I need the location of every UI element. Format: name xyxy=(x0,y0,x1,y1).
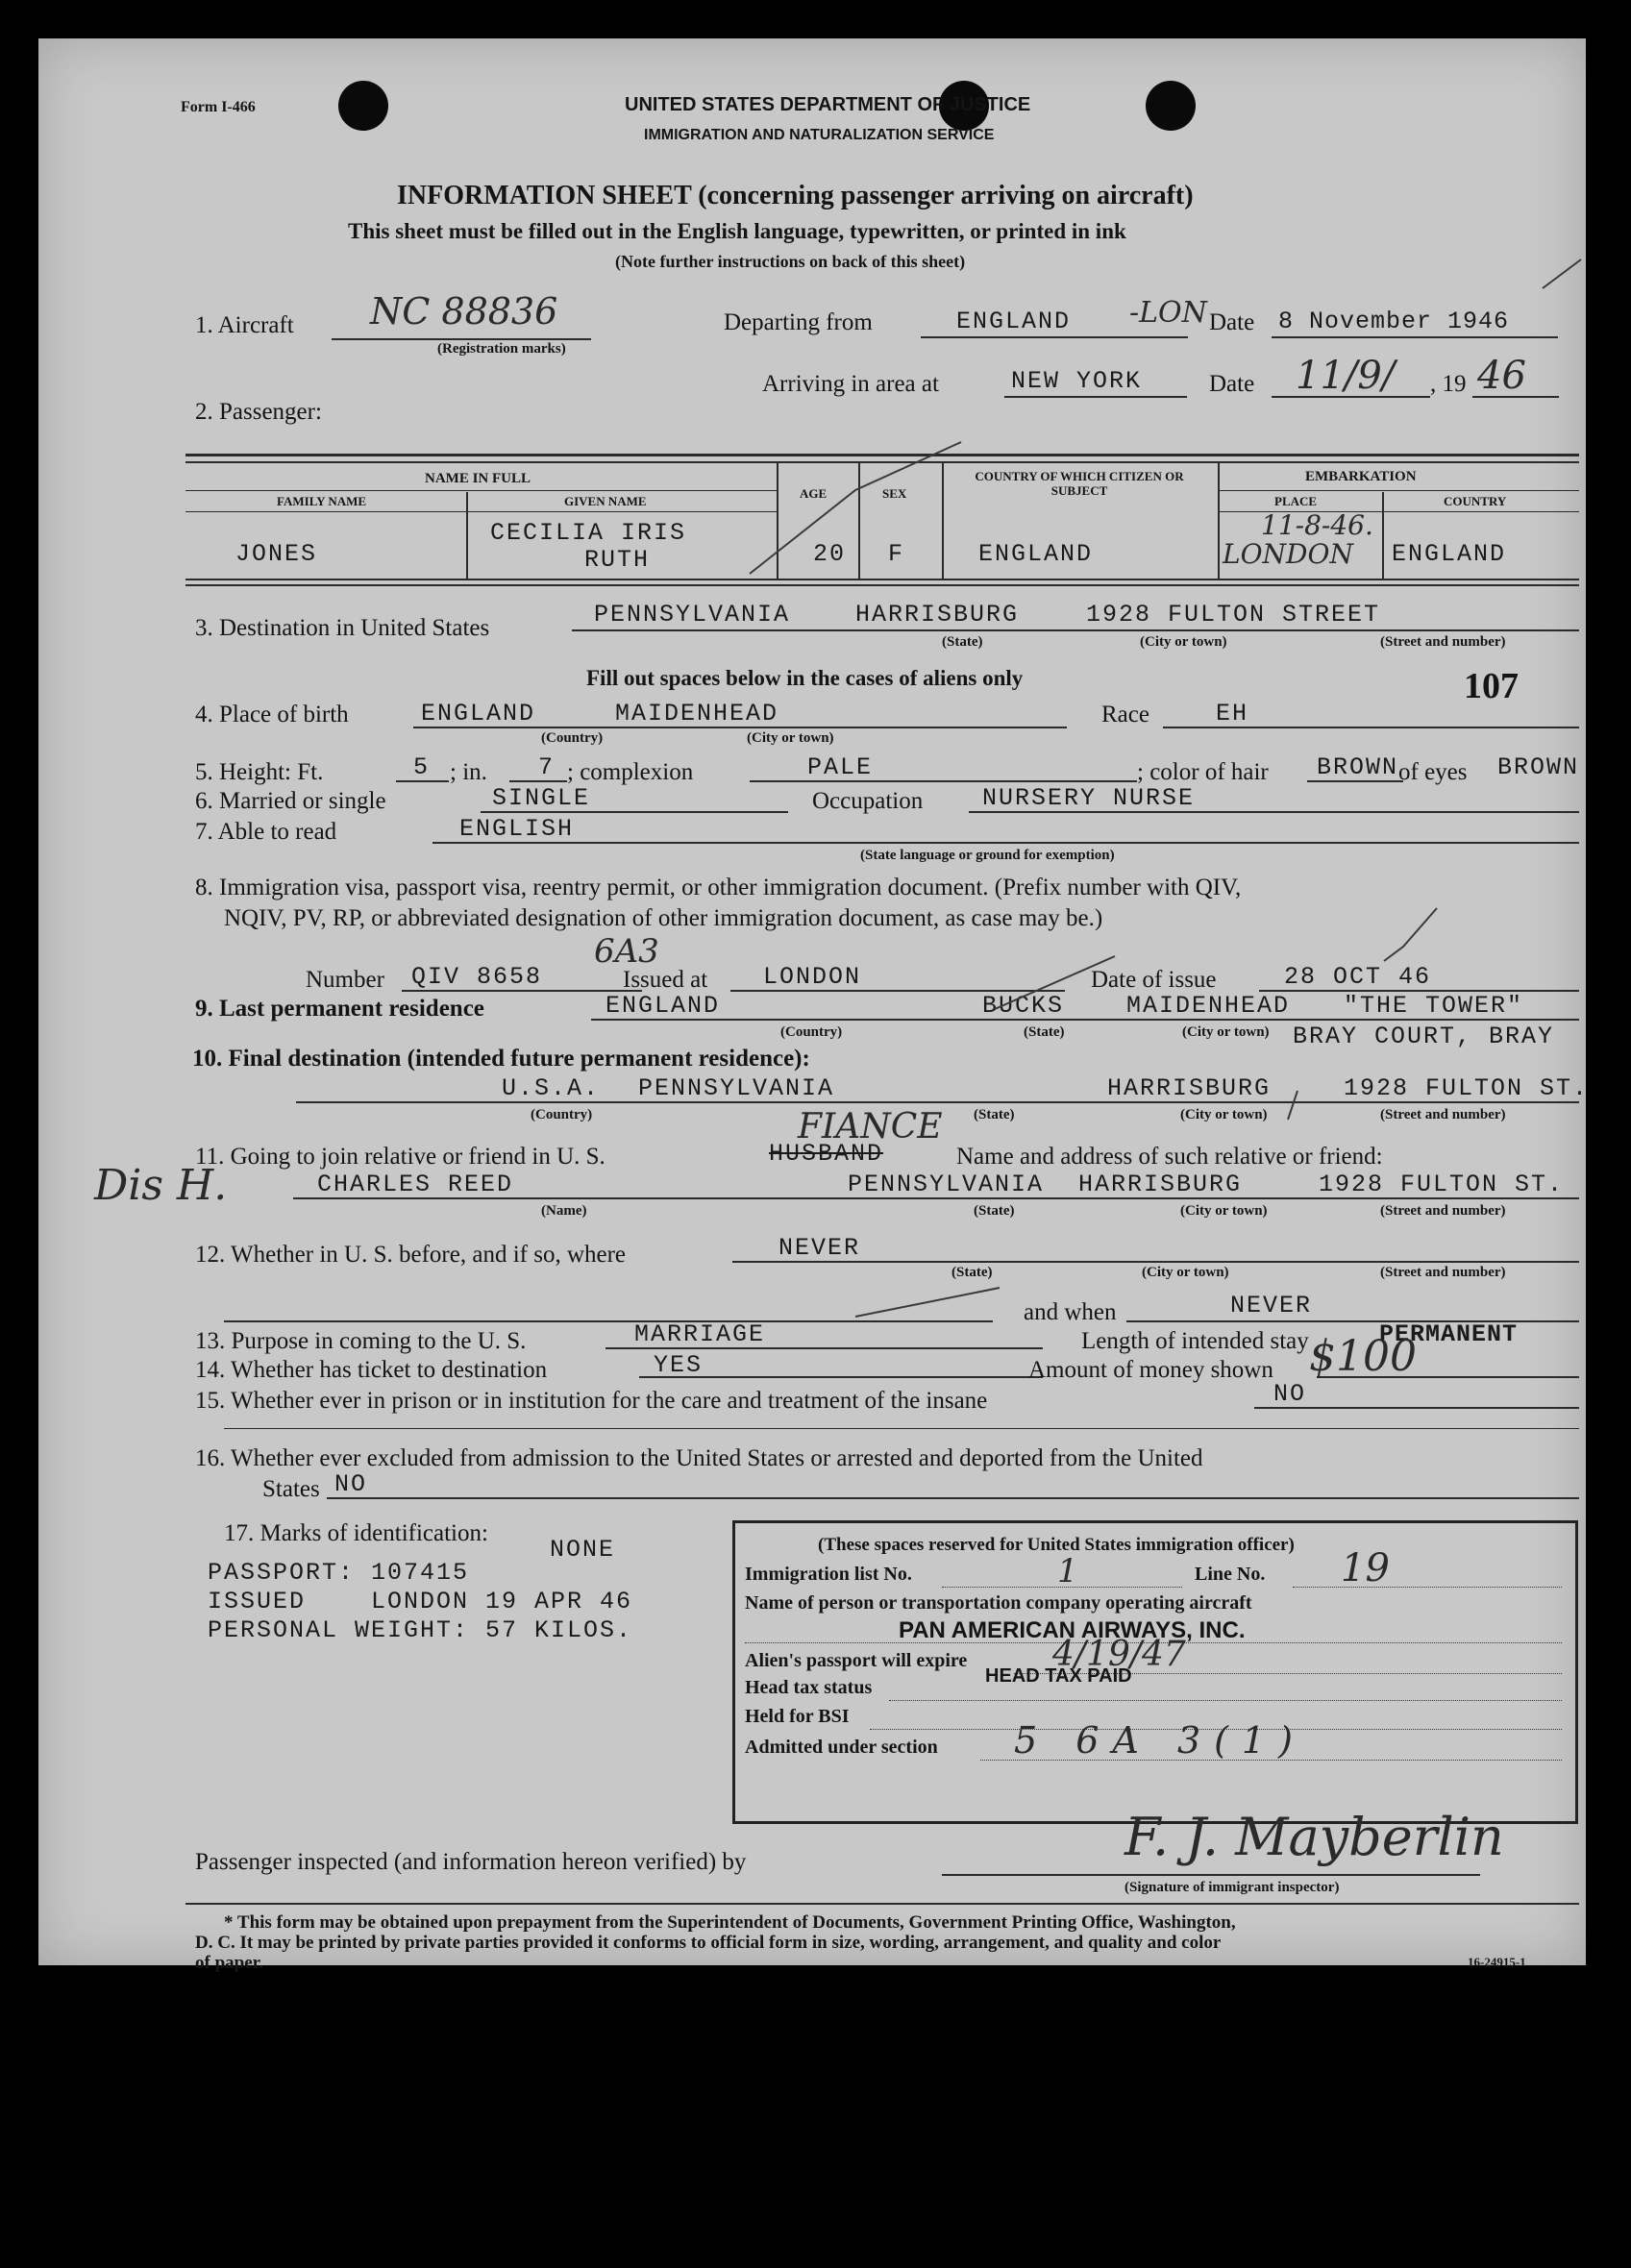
section-value: 5 6A 3(1) xyxy=(1014,1719,1306,1762)
marks-value: NONE xyxy=(550,1536,616,1564)
header-name-in-full: NAME IN FULL xyxy=(425,471,531,486)
excluded-value: NO xyxy=(334,1470,368,1498)
aircraft-registration: NC 88836 xyxy=(370,290,558,333)
birth-cap-city: (City or town) xyxy=(747,730,834,746)
residence-country: ENGLAND xyxy=(605,992,721,1020)
passenger-label: 2. Passenger: xyxy=(195,399,322,425)
residence-cap-country: (Country) xyxy=(780,1024,843,1040)
depart-date: 8 November 1946 xyxy=(1278,308,1510,335)
departing-value: ENGLAND xyxy=(956,308,1072,335)
form-sheet xyxy=(38,38,1590,1973)
expire-value: 4/19/47 xyxy=(1052,1635,1186,1674)
visa-number: QIV 8658 xyxy=(411,963,543,991)
instruction-line-1: This sheet must be filled out in the English language, typewritten, or printed in ink xyxy=(348,219,1126,243)
header-place: PLACE xyxy=(1274,494,1318,508)
issue-date-label: Date of issue xyxy=(1091,967,1217,993)
footer-code: 16-24915-1 xyxy=(1468,1955,1526,1969)
aliens-only-note: Fill out spaces below in the cases of aliens only xyxy=(586,666,1024,690)
section-label: Admitted under section xyxy=(745,1737,938,1758)
depart-date-label: Date xyxy=(1209,309,1255,335)
read-caption: (State language or ground for exemption) xyxy=(860,848,1115,863)
join-street: 1928 FULTON ST. xyxy=(1319,1171,1565,1198)
marks-label: 17. Marks of identification: xyxy=(224,1520,488,1546)
arrive-year-prefix: , 19 xyxy=(1430,371,1467,397)
before-cap-state: (State) xyxy=(951,1265,993,1280)
name-address-label: Name and address of such relative or friend: xyxy=(956,1144,1383,1170)
race-value: EH xyxy=(1216,700,1249,727)
final-country: U.S.A. xyxy=(502,1074,601,1102)
join-relation-struck: HUSBAND xyxy=(769,1140,884,1168)
final-state: PENNSYLVANIA xyxy=(638,1074,835,1102)
birth-cap-country: (Country) xyxy=(541,730,604,746)
instruction-line-2: (Note further instructions on back of this sheet) xyxy=(615,252,966,271)
header-sex: SEX xyxy=(882,486,907,501)
final-destination-label: 10. Final destination (intended future permanent residence): xyxy=(192,1046,810,1072)
eyes-value: BROWN xyxy=(1497,753,1580,781)
header-emb-country: COUNTRY xyxy=(1444,494,1507,508)
purpose-label: 13. Purpose in coming to the U. S. xyxy=(195,1328,527,1354)
join-state: PENNSYLVANIA xyxy=(848,1171,1045,1198)
before-when-label: and when xyxy=(1024,1299,1117,1325)
header-embarkation: EMBARKATION xyxy=(1305,469,1417,484)
purpose-value: MARRIAGE xyxy=(634,1320,766,1348)
company-value: PAN AMERICAN AIRWAYS, INC. xyxy=(899,1617,1246,1643)
hair-value: BROWN xyxy=(1317,753,1399,781)
sheet-number: 107 xyxy=(1464,666,1519,706)
header-country-citizen: COUNTRY OF WHICH CITIZEN OR SUBJECT xyxy=(975,469,1184,498)
destination-city: HARRISBURG xyxy=(855,601,1020,629)
embarkation-country: ENGLAND xyxy=(1392,540,1507,568)
before-value: NEVER xyxy=(778,1234,861,1262)
destination-cap-state: (State) xyxy=(942,634,983,650)
departing-hand: -LON xyxy=(1129,296,1207,330)
list-no-value: 1 xyxy=(1057,1552,1078,1590)
issued-at-value: LONDON xyxy=(763,963,862,991)
before-cap-city: (City or town) xyxy=(1142,1265,1229,1280)
eyes-label: of eyes xyxy=(1398,759,1468,785)
header-family-name: FAMILY NAME xyxy=(277,494,367,508)
head-tax-label: Head tax status xyxy=(745,1677,873,1698)
residence-state: BUCKS xyxy=(982,992,1065,1020)
destination-street: 1928 FULTON STREET xyxy=(1086,601,1381,629)
passenger-age: 20 xyxy=(813,540,847,568)
departing-label: Departing from xyxy=(724,309,873,335)
arrive-date-label: Date xyxy=(1209,371,1255,397)
destination-cap-city: (City or town) xyxy=(1140,634,1227,650)
inspected-label: Passenger inspected (and information hereon verified) by xyxy=(195,1849,747,1875)
excluded-label-1: 16. Whether ever excluded from admission to the United States or arrested and deported from the United xyxy=(195,1445,1203,1471)
marital-value: SINGLE xyxy=(492,784,591,812)
final-cap-state: (State) xyxy=(974,1107,1015,1122)
height-ft: 5 xyxy=(413,753,431,781)
residence-city: MAIDENHEAD xyxy=(1126,992,1291,1020)
birth-city: MAIDENHEAD xyxy=(615,700,779,727)
birth-country: ENGLAND xyxy=(421,700,536,727)
embarkation-place-hand: LONDON xyxy=(1223,538,1353,570)
final-cap-street: (Street and number) xyxy=(1380,1107,1506,1122)
visa-number-hand: 6A3 xyxy=(594,932,659,971)
list-no-label: Immigration list No. xyxy=(745,1564,912,1585)
join-cap-state: (State) xyxy=(974,1203,1015,1219)
passenger-given-name-2: RUTH xyxy=(584,546,651,574)
marks-line-3: PERSONAL WEIGHT: 57 KILOS. xyxy=(208,1616,633,1644)
before-when: NEVER xyxy=(1230,1292,1313,1319)
company-label: Name of person or transportation company operating aircraft xyxy=(745,1592,1252,1614)
residence-cap-state: (State) xyxy=(1024,1024,1065,1040)
marks-line-2: ISSUED LONDON 19 APR 46 xyxy=(208,1588,633,1615)
destination-cap-street: (Street and number) xyxy=(1380,634,1506,650)
occupation-label: Occupation xyxy=(812,788,924,814)
visa-text-2: NQIV, PV, RP, or abbreviated designation of other immigration document, as case may be.) xyxy=(224,905,1103,931)
residence-street: "THE TOWER" xyxy=(1344,992,1524,1020)
join-cap-name: (Name) xyxy=(541,1203,587,1219)
marks-line-1: PASSPORT: 107415 xyxy=(208,1559,470,1587)
form-title: INFORMATION SHEET (concerning passenger arriving on aircraft) xyxy=(397,181,1194,210)
read-label: 7. Able to read xyxy=(195,819,337,845)
destination-label: 3. Destination in United States xyxy=(195,615,490,641)
passenger-sex: F xyxy=(888,540,905,568)
complexion-label: ; complexion xyxy=(567,759,694,785)
arriving-label: Arriving in area at xyxy=(762,371,939,397)
occupation-value: NURSERY NURSE xyxy=(982,784,1196,812)
money-value: $100 xyxy=(1309,1332,1417,1381)
arrive-year: 46 xyxy=(1477,354,1526,398)
aircraft-label: 1. Aircraft xyxy=(195,312,294,338)
passenger-citizen-of: ENGLAND xyxy=(978,540,1094,568)
hair-label: ; color of hair xyxy=(1137,759,1269,785)
header-given-name: GIVEN NAME xyxy=(564,494,647,508)
footer-text-2: D. C. It may be printed by private parties provided it conforms to official form in size, wording, arrangement, and quality and color xyxy=(195,1933,1222,1953)
ticket-label: 14. Whether has ticket to destination xyxy=(195,1357,548,1383)
money-label: Amount of money shown xyxy=(1028,1357,1273,1383)
issue-date-value: 28 OCT 46 xyxy=(1284,963,1432,991)
line-no-label: Line No. xyxy=(1195,1564,1266,1585)
birth-label: 4. Place of birth xyxy=(195,702,349,727)
handwritten-strokes xyxy=(38,38,1586,1965)
form-number: Form I-466 xyxy=(181,99,256,115)
bsi-label: Held for BSI xyxy=(745,1706,850,1727)
destination-state: PENNSYLVANIA xyxy=(594,601,791,629)
before-cap-street: (Street and number) xyxy=(1380,1265,1506,1280)
visa-number-label: Number xyxy=(306,967,384,993)
margin-note-hand: Dis H. xyxy=(94,1161,228,1210)
height-label: 5. Height: Ft. xyxy=(195,759,324,785)
expire-label: Alien's passport will expire xyxy=(745,1650,968,1671)
join-cap-street: (Street and number) xyxy=(1380,1203,1506,1219)
excluded-label-2: States xyxy=(262,1476,320,1502)
stay-label: Length of intended stay xyxy=(1081,1328,1309,1354)
read-value: ENGLISH xyxy=(459,815,575,843)
join-city: HARRISBURG xyxy=(1078,1171,1243,1198)
service-name: IMMIGRATION AND NATURALIZATION SERVICE xyxy=(644,127,995,143)
final-cap-city: (City or town) xyxy=(1180,1107,1268,1122)
final-cap-country: (Country) xyxy=(531,1107,593,1122)
issued-at-label: Issued at xyxy=(623,967,708,993)
passenger-given-name-1: CECILIA IRIS xyxy=(490,519,687,547)
footer-text-3: of paper. xyxy=(195,1953,264,1973)
stay-value: PERMANENT xyxy=(1379,1320,1519,1348)
height-in-label: ; in. xyxy=(450,759,487,785)
join-label: 11. Going to join relative or friend in U. S. xyxy=(195,1144,605,1170)
aircraft-caption: (Registration marks) xyxy=(437,341,566,357)
officer-box-title: (These spaces reserved for United States immigration officer) xyxy=(818,1535,1295,1555)
ticket-value: YES xyxy=(654,1351,704,1379)
final-street: 1928 FULTON ST. xyxy=(1344,1074,1590,1102)
residence-label: 9. Last permanent residence xyxy=(195,996,484,1022)
passenger-family-name: JONES xyxy=(235,540,318,568)
before-label: 12. Whether in U. S. before, and if so, where xyxy=(195,1242,627,1268)
arriving-value: NEW YORK xyxy=(1011,367,1143,395)
inspector-signature: F. J. Mayberlin xyxy=(1124,1807,1504,1867)
embarkation-date-hand: 11-8-46. xyxy=(1261,509,1373,541)
join-relation-hand: FIANCE xyxy=(798,1107,943,1146)
join-cap-city: (City or town) xyxy=(1180,1203,1268,1219)
prison-value: NO xyxy=(1273,1380,1307,1408)
prison-label: 15. Whether ever in prison or in institution for the care and treatment of the insane xyxy=(195,1388,988,1414)
head-tax-value: HEAD TAX PAID xyxy=(985,1665,1132,1687)
complexion-value: PALE xyxy=(807,753,874,781)
race-label: Race xyxy=(1101,702,1149,727)
height-in: 7 xyxy=(538,753,556,781)
footer-text-1: * This form may be obtained upon prepayment from the Superintendent of Documents, Government Printing Office, Washington, xyxy=(224,1912,1236,1933)
final-city: HARRISBURG xyxy=(1107,1074,1272,1102)
marital-label: 6. Married or single xyxy=(195,788,386,814)
inspected-caption: (Signature of immigrant inspector) xyxy=(1124,1880,1340,1895)
department-name: UNITED STATES DEPARTMENT OF JUSTICE xyxy=(625,94,1031,115)
join-name: CHARLES REED xyxy=(317,1171,514,1198)
header-age: AGE xyxy=(800,486,828,501)
residence-cap-city: (City or town) xyxy=(1182,1024,1270,1040)
line-no-value: 19 xyxy=(1341,1546,1390,1590)
arrive-date: 11/9/ xyxy=(1296,354,1396,398)
residence-street-2: BRAY COURT, BRAY xyxy=(1293,1023,1555,1050)
visa-text-1: 8. Immigration visa, passport visa, reentry permit, or other immigration document. (Prefix number with QIV, xyxy=(195,875,1242,900)
